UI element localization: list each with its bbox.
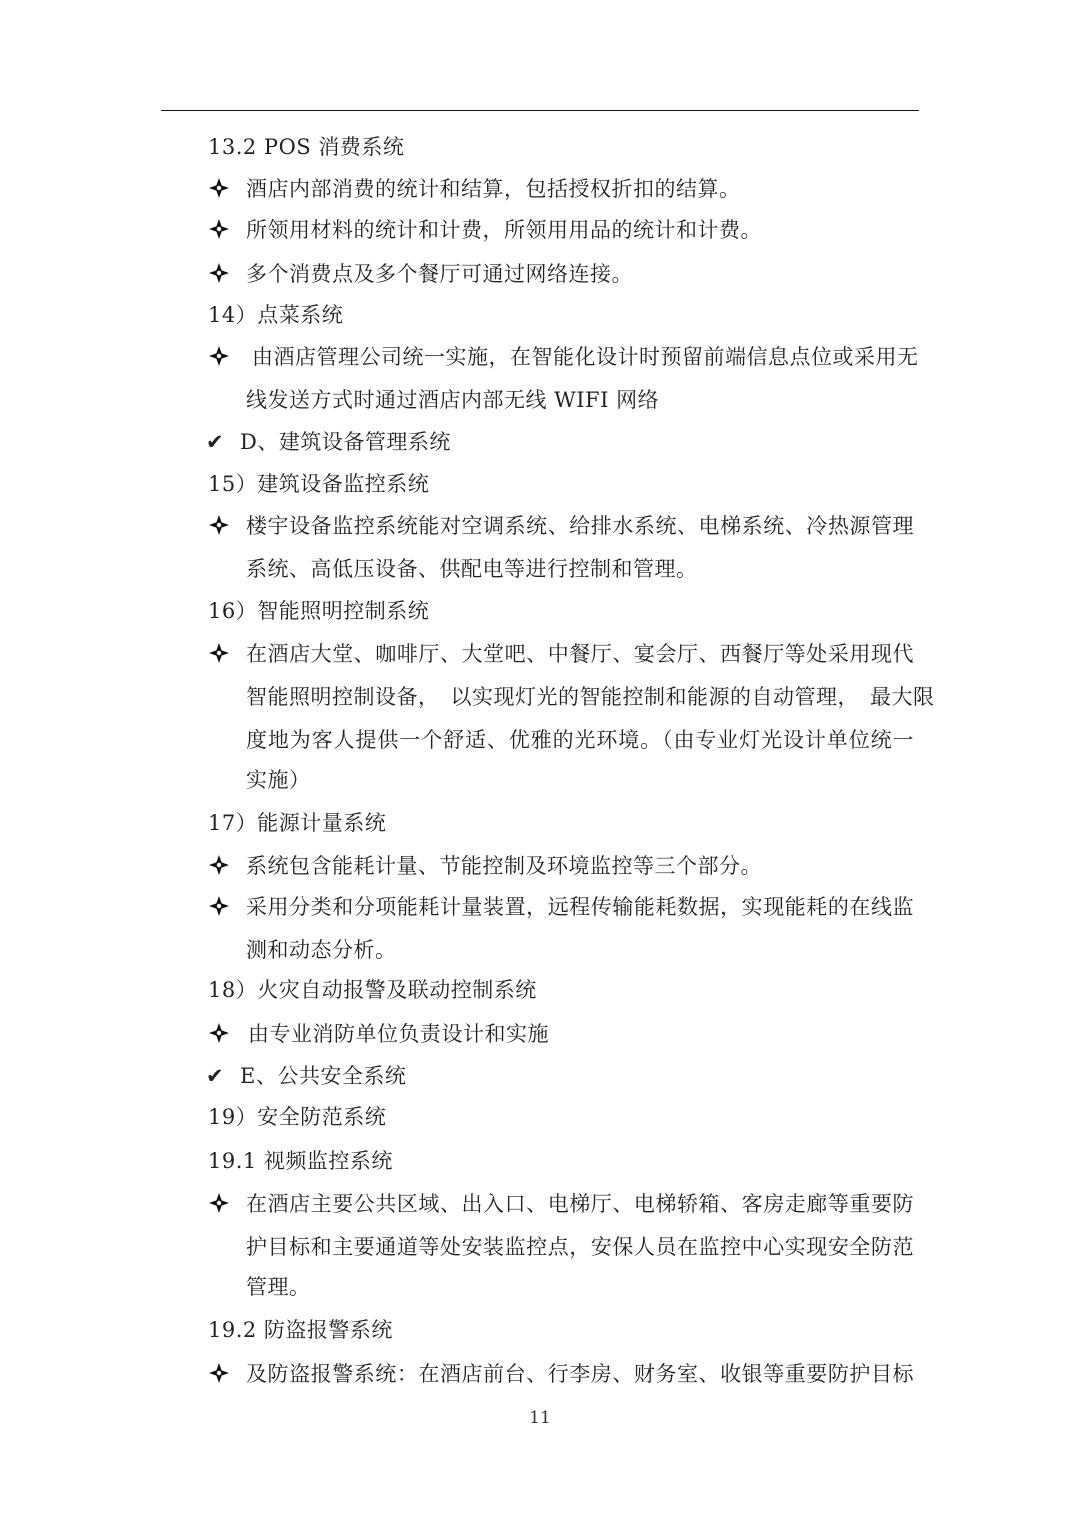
- four-point-star-icon: [207, 894, 231, 918]
- bullet-continuation: 系统、高低压设备、供配电等进行控制和管理。: [246, 557, 698, 581]
- four-point-star-icon: [207, 1361, 231, 1385]
- four-point-star-icon: [207, 217, 231, 241]
- heading-14: 14）点菜系统: [208, 303, 344, 327]
- bullet-continuation: 实施）: [246, 768, 311, 792]
- bullet-text: 系统包含能耗计量、节能控制及环境监控等三个部分。: [246, 854, 762, 878]
- heading-19-1: 19.1 视频监控系统: [208, 1149, 393, 1173]
- heading-16: 16）智能照明控制系统: [208, 599, 430, 623]
- four-point-star-icon: [207, 176, 231, 200]
- checkmark-icon: ✔: [206, 1064, 224, 1088]
- checkmark-icon: ✔: [206, 430, 224, 454]
- four-point-star-icon: [207, 1021, 231, 1045]
- bullet-text: 所领用材料的统计和计费，所领用用品的统计和计费。: [246, 218, 762, 242]
- bullet-continuation: 度地为客人提供一个舒适、优雅的光环境。（由专业灯光设计单位统一: [246, 728, 914, 752]
- bullet-text: 酒店内部消费的统计和结算，包括授权折扣的结算。: [246, 177, 741, 201]
- bullet-text: 由专业消防单位负责设计和实施: [248, 1022, 549, 1046]
- bullet-text: 采用分类和分项能耗计量装置，远程传输能耗数据，实现能耗的在线监: [246, 895, 914, 919]
- bullet-text: 多个消费点及多个餐厅可通过网络连接。: [246, 262, 633, 286]
- four-point-star-icon: [207, 1191, 231, 1215]
- heading-18: 18）火灾自动报警及联动控制系统: [208, 978, 537, 1002]
- bullet-continuation: 管理。: [246, 1275, 311, 1299]
- four-point-star-icon: [207, 344, 231, 368]
- section-e-title: E、公共安全系统: [240, 1064, 407, 1088]
- heading-19: 19）安全防范系统: [208, 1105, 387, 1129]
- header-rule: [161, 110, 919, 111]
- four-point-star-icon: [207, 513, 231, 537]
- bullet-continuation: 智能照明控制设备， 以实现灯光的智能控制和能源的自动管理， 最大限: [246, 685, 935, 709]
- bullet-continuation: 测和动态分析。: [246, 938, 397, 962]
- bullet-text: 在酒店主要公共区域、出入口、电梯厅、电梯轿箱、客房走廊等重要防: [246, 1192, 914, 1216]
- four-point-star-icon: [207, 641, 231, 665]
- bullet-text: 由酒店管理公司统一实施，在智能化设计时预留前端信息点位或采用无: [252, 345, 919, 369]
- four-point-star-icon: [207, 261, 231, 285]
- heading-19-2: 19.2 防盗报警系统: [208, 1318, 393, 1342]
- section-d-title: D、建筑设备管理系统: [240, 430, 451, 454]
- heading-17: 17）能源计量系统: [208, 811, 387, 835]
- heading-13-2: 13.2 POS 消费系统: [208, 135, 405, 159]
- four-point-star-icon: [207, 853, 231, 877]
- bullet-continuation: 线发送方式时通过酒店内部无线 WIFI 网络: [246, 388, 660, 412]
- bullet-text: 在酒店大堂、咖啡厅、大堂吧、中餐厅、宴会厅、西餐厅等处采用现代: [246, 642, 914, 666]
- bullet-continuation: 护目标和主要通道等处安装监控点，安保人员在监控中心实现安全防范: [246, 1235, 914, 1259]
- bullet-text: 及防盗报警系统：在酒店前台、行李房、财务室、收银等重要防护目标: [246, 1362, 914, 1386]
- heading-15: 15）建筑设备监控系统: [208, 472, 430, 496]
- page-number: 11: [529, 1408, 551, 1428]
- bullet-text: 楼宇设备监控系统能对空调系统、给排水系统、电梯系统、冷热源管理: [246, 514, 914, 538]
